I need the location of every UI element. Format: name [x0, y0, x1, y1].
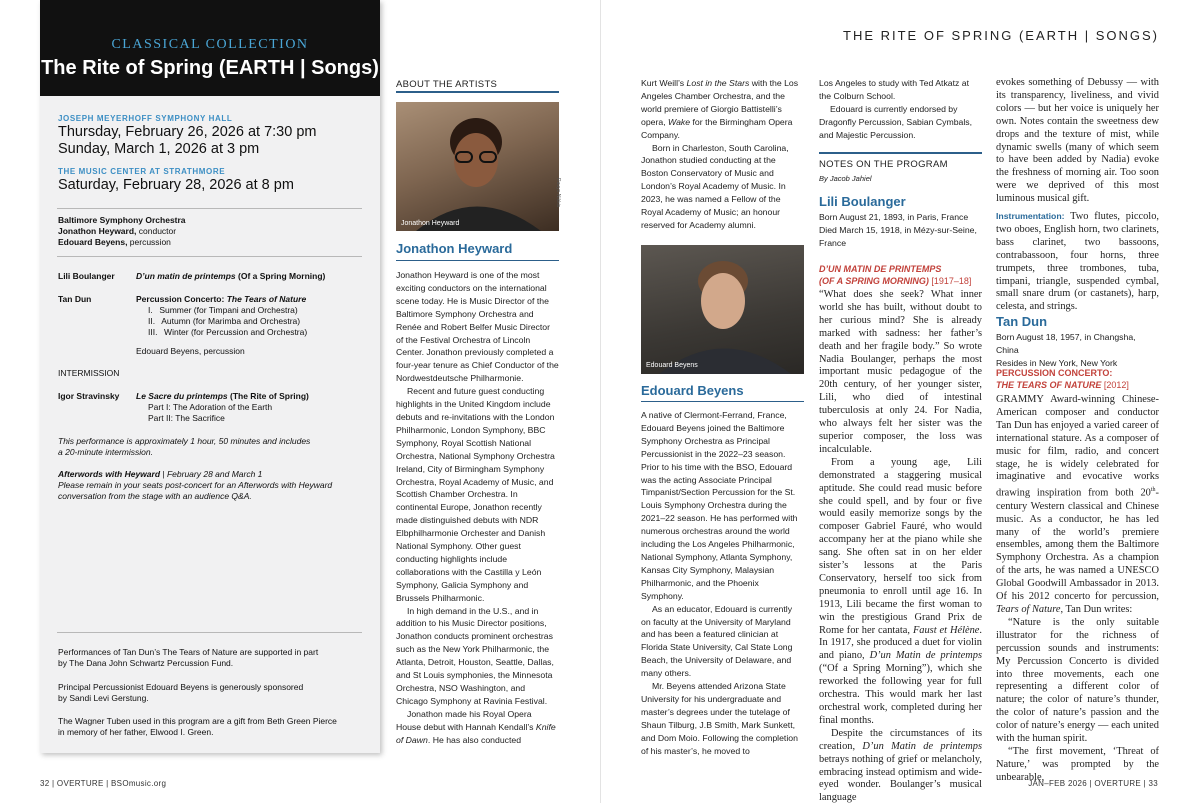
piece-title: PERCUSSION CONCERTO: — [996, 368, 1113, 378]
page-gutter — [600, 0, 601, 803]
bio-paragraph: Born in Charleston, South Carolina, Jonathon studied conducting at the Boston Conservatory of Music and London’s Royal Academy of Music. In 2023, he was named a Fellow of the Royal Academy of Music; an honour reserved for Academy alumni. — [641, 142, 789, 230]
work-tan-dun — [136, 294, 306, 306]
notes-tan-dun — [996, 394, 1159, 785]
notes-paragraph: evokes something of Debussy — with its transparency, liveliness, and vivid colors — but her voice is uniquely her own. Notes contain the sweetness dew drops and the texture of mist, while dynamic swells (many of which seem to have been added by Nadia) evoke the freshness of morning air. Too soon were we deprived of this most luminous musical gift. — [996, 77, 1159, 205]
bio-beyens — [641, 409, 804, 757]
composer-stravinsky: Igor Stravinsky — [58, 391, 120, 401]
running-head: THE RITE OF SPRING (EARTH | SONGS) — [843, 28, 1159, 43]
bio-paragraph: Recent and future guest conducting highlights in the United Kingdom include debuts and re-invitations with the London Philharmonic, London Symphony, BBC Symphony, Royal Scottish National Orchestra, National Symphony Orchestra Ireland, City of Birmingham Symphony Orchestra, Royal Academy of Music, and Scottish Chamber Orchestra. In continental Europe, Jonathon recently made distinguished debuts with NDR Elbphilharmonie Orchester and Danish National Symphony. Other guest conducting highlights include collaborations with the Castilla y León Symphony, Galicia Symphony and Brussels Philharmonic. — [396, 386, 555, 603]
bio-paragraph: Los Angeles to study with Ted Atkatz at the Colburn School. — [819, 78, 970, 101]
bio-paragraph: Jonathon Heyward is one of the most exciting conductors on the international scene today. He is Music Director of the Baltimore Symphony Orchestra and Renée and Robert Belfer Music Director of the Festival Orchestra of Lincoln Center. Jonathon previously completed a four-year tenure as Chief Conductor of the Nordwestdeutsche Philharmonie. — [396, 270, 559, 384]
piece-years: [2012] — [1101, 380, 1129, 390]
work-tan-dun-title: The Tears of Nature — [226, 294, 307, 304]
series-label: CLASSICAL COLLECTION — [111, 37, 309, 52]
instrumentation-text — [996, 210, 1159, 314]
died-line: Died March 15, 1918, in Mézy-sur-Seine, France — [819, 224, 977, 248]
program-panel — [40, 0, 380, 753]
notes-text: . In 1917, she produced a duet for violin and piano, — [819, 624, 982, 662]
support-note: by Sandi Levi Gerstung. — [58, 693, 149, 703]
section-about-artists: ABOUT THE ARTISTS — [396, 79, 498, 90]
movement-item: III. Winter (for Percussion and Orchestra) — [148, 327, 308, 337]
notes-paragraph — [819, 728, 982, 805]
composer-heading-tan-dun: Tan Dun — [996, 314, 1048, 329]
folio-left: 32 | OVERTURE | BSOmusic.org — [40, 779, 167, 788]
venue-meyerhoff: JOSEPH MEYERHOFF SYMPHONY HALL — [58, 114, 233, 123]
work-tan-dun-soloist: Edouard Beyens, percussion — [136, 346, 245, 356]
bio-italic: Lost in the Stars — [686, 78, 750, 88]
date-thursday: Thursday, February 26, 2026 at 7:30 pm — [58, 124, 317, 140]
work-stravinsky — [136, 391, 309, 403]
section-notes: NOTES ON THE PROGRAM — [819, 159, 948, 170]
photo-beyens — [641, 245, 804, 374]
resides-line: Resides in New York, New York — [996, 357, 1118, 368]
section-rule — [396, 91, 559, 93]
notes-text: Despite the circumstances of its creation, — [819, 727, 982, 752]
notes-italic: D’un Matin de printemps — [862, 740, 982, 752]
composer-tan-dun: Tan Dun — [58, 294, 92, 304]
soloist-credit — [58, 237, 171, 249]
afterwords-title: Afterwords with Heyward — [58, 469, 161, 479]
work-stravinsky-title: Le Sacre du printemps — [136, 391, 228, 401]
bio-paragraph: In high demand in the U.S., and in addition to his Music Director positions, Jonathon conducts prominent orchestras such as the New York Philharmonic, the Atlanta, Detroit, Houston, Seattle, Dallas, and St Louis symphonies, the Minnesota Orchestra, NSO Washington, and Chicago Symphony at Ravinia Festival. — [396, 605, 554, 706]
piece-title-line2 — [996, 379, 1159, 391]
folio-right: JAN–FEB 2026 | OVERTURE | 33 — [1028, 779, 1158, 788]
bio-beyens-cont — [819, 77, 982, 142]
composer-heading-boulanger: Lili Boulanger — [819, 194, 906, 209]
piece-heading-boulanger — [819, 263, 984, 287]
work-boulanger-title: D’un matin de printemps — [136, 271, 236, 281]
notes-paragraph: “What does she seek? What inner world she has built, without doubt to her curious mind? She is already marked with sadness: her father’s death and her fragile body.” So wrote Nadia Boulanger, perhaps the most important music pedagogue of the 20th century, of her younger sister, Lili, who died of intestinal tuberculosis at only 24. For Nadia, who always felt her sister was the superior composer, the loss was incalculable. — [819, 289, 982, 455]
afterwords-heading — [58, 469, 262, 481]
date-saturday: Saturday, February 28, 2026 at 8 pm — [58, 177, 294, 193]
afterwords-dates: | February 28 and March 1 — [160, 469, 263, 479]
bio-paragraph: Mr. Beyens attended Arizona State University for his undergraduate and master’s degrees under the tutelage of Shaun Tilburg, J.B Smith, Mark Sunkett, and Dom Moio. Following the completion of his master’s, he moved to — [641, 681, 798, 756]
afterwords-text: Please remain in your seats post-concert for an Afterwords with Heyward — [58, 480, 333, 490]
notes-paragraph: “The first movement, ‘Threat of Nature,’ was prompted by the unbearable, — [996, 745, 1159, 783]
notes-text: (“Of a Spring Morning”), which she reworked the following year for full orchestra. This would mark her last orchestral work, completed during her final months. — [819, 663, 982, 726]
notes-paragraph — [996, 394, 1159, 617]
work-stravinsky-sub: (The Rite of Spring) — [227, 391, 309, 401]
support-note: The Wagner Tuben used in this program are a gift from Beth Green Pierce — [58, 716, 337, 726]
duration-note: a 20-minute intermission. — [58, 447, 153, 457]
rule — [396, 260, 559, 261]
part-item: Part II: The Sacrifice — [148, 413, 225, 423]
notes-italic: Tears of Nature — [996, 603, 1061, 615]
date-sunday: Sunday, March 1, 2026 at 3 pm — [58, 141, 260, 157]
notes-boulanger — [819, 289, 982, 805]
conductor-credit — [58, 226, 176, 238]
divider — [57, 208, 362, 209]
support-note: Principal Percussionist Edouard Beyens is generously sponsored — [58, 682, 304, 692]
notes-italic: Faust et Hélène — [912, 624, 980, 636]
bio-text: with the Los Angeles Chamber Orchestra, and the world premiere of Giorgio Battistelli’s opera, — [641, 78, 799, 127]
movement-item: II. Autumn (for Marimba and Orchestra) — [148, 316, 301, 326]
conductor-name: Jonathon Heyward, — [58, 226, 137, 236]
work-boulanger-sub: (Of a Spring Morning) — [235, 271, 326, 281]
photo-credit: Rauyo Nikkis — [555, 178, 561, 208]
bio-text: Jonathon made his Royal Opera House debut with Hannah Kendall’s — [396, 708, 536, 732]
notes-byline: By Jacob Jahiel — [819, 174, 872, 183]
soloist-name: Edouard Beyens, — [58, 237, 128, 247]
bio-paragraph — [396, 708, 559, 747]
concert-title: The Rite of Spring (EARTH | Songs) — [41, 57, 379, 79]
bio-italic: Knife of Dawn — [396, 721, 556, 745]
notes-paragraph — [819, 457, 982, 728]
photo-caption-beyens: Edouard Beyens — [646, 362, 698, 369]
divider — [57, 256, 362, 257]
bio-paragraph: Edouard is currently endorsed by Dragonfly Percussion, Sabian Cymbals, and Majestic Percussion. — [819, 103, 973, 140]
venue-strathmore: THE MUSIC CENTER AT STRATHMORE — [58, 167, 226, 176]
part-item: Part I: The Adoration of the Earth — [148, 402, 273, 412]
piece-title-line2 — [819, 275, 984, 287]
orchestra-name: Baltimore Symphony Orchestra — [58, 215, 186, 225]
bio-text: . He has also conducted — [427, 734, 522, 745]
instrumentation-list: Two flutes, piccolo, two oboes, English horn, two clarinets, bass clarinet, two bassoons, contrabassoon, four horns, three trumpets, three trombones, tuba, timpani, triangle, suspended cymbal, small snare drum (or castanets), harp, celesta, and strings. — [996, 211, 1159, 313]
movement-item: I. Summer (for Timpani and Orchestra) — [148, 305, 298, 315]
piece-title: THE TEARS OF NATURE — [996, 380, 1102, 390]
artist-name-heyward: Jonathon Heyward — [396, 241, 513, 256]
bio-text: for the Birmingham Opera Company. — [641, 116, 793, 140]
conductor-role: conductor — [136, 226, 177, 236]
bio-italic: Wake — [668, 116, 691, 127]
work-boulanger — [136, 271, 325, 283]
composer-dates-boulanger — [819, 211, 982, 250]
support-note: in memory of her father, Elwood I. Green. — [58, 727, 214, 737]
piece-years: [1917–18] — [928, 276, 972, 286]
bio-paragraph: As an educator, Edouard is currently on faculty at the University of Maryland and has been a featured clinician at Florida State University, Cal State Long Beach, the University of Delaware, and many others. — [641, 603, 793, 679]
bio-heyward-cont — [641, 77, 804, 232]
notes-text: -century Western classical and Chinese music. As a conductor, he has led many of the world’s premiere ensembles, among them the Baltimore Symphony Orchestra. As a champion of the arts, he was named a UNESCO Global Goodwill Ambassador in 2013. Of his 2012 concerto for percussion, — [996, 487, 1159, 603]
notes-italic: D’un Matin de printemps — [869, 650, 982, 662]
composer-dates-tan-dun — [996, 331, 1159, 370]
afterwords-text: conversation from the stage with an audience Q&A. — [58, 491, 252, 501]
work-tan-dun-pre: Percussion Concerto: — [136, 294, 227, 304]
portrait-silhouette — [641, 245, 804, 374]
piece-title: (OF A SPRING MORNING) — [819, 276, 929, 286]
composer-boulanger: Lili Boulanger — [58, 271, 115, 281]
photo-caption-heyward: Jonathon Heyward — [401, 220, 460, 227]
instrumentation-label: Instrumentation: — [996, 211, 1065, 221]
notes-boulanger-cont — [996, 77, 1159, 206]
born-line: Born August 18, 1957, in Changsha, China — [996, 332, 1136, 355]
intermission-label: INTERMISSION — [58, 368, 120, 378]
photo-heyward — [396, 102, 559, 231]
soloist-role: percussion — [127, 237, 171, 247]
born-line: Born August 21, 1893, in Paris, France — [819, 212, 969, 222]
bio-heyward — [396, 269, 559, 747]
notes-paragraph: “Nature is the only suitable illustrator for the richness of percussion sounds and instruments: My Percussion Concerto is divided into three movements, each one representing a different color of nature; the color of nature’s thunder, the color of nature’s passion and the color of nature’s energy — each united with the human spirit. — [996, 616, 1159, 745]
support-note: by The Dana John Schwartz Percussion Fund. — [58, 658, 234, 668]
notes-text: betrays nothing of grief or melancholy, embracing instead optimism and wide-eyed wonder. Boulanger’s musical language — [819, 753, 982, 804]
divider — [57, 632, 362, 633]
notes-text: GRAMMY Award-winning Chinese-American composer and conductor Tan Dun has enjoyed a varied career of international stature. As a composer of music for film, radio, and concert stage, he is widely celebrated for imaginative and evocative works drawing inspiration from both 20 — [996, 394, 1159, 499]
notes-sup: th — [1150, 487, 1156, 494]
artist-name-beyens: Edouard Beyens — [641, 383, 744, 398]
bio-paragraph — [641, 77, 804, 142]
rule — [641, 401, 804, 402]
support-note: Performances of Tan Dun’s The Tears of Nature are supported in part — [58, 647, 319, 657]
duration-note: This performance is approximately 1 hour, 50 minutes and includes — [58, 436, 311, 446]
portrait-silhouette — [396, 102, 559, 231]
notes-text: , Tan Dun writes: — [1060, 603, 1133, 615]
piece-heading-tan-dun — [996, 367, 1159, 391]
bio-text: Kurt Weill’s — [641, 78, 687, 88]
bio-paragraph: A native of Clermont-Ferrand, France, Edouard Beyens joined the Baltimore Symphony Orchestra as Principal Percussionist in the 2022–23 season. Prior to his time with the BSO, Edouard was the acting Associate Principal Timpanist/Section Percussion for the St. Louis Symphony Orchestra during the 2021–22 season. He has performed with numerous orchestras around the world including the Los Angeles Philharmonic, National Symphony, Atlanta Symphony, Kansas City Symphony, Malaysian Philharmonic, and the Phoenix Symphony. — [641, 410, 798, 601]
piece-title: D’UN MATIN DE PRINTEMPS — [819, 264, 942, 274]
instrumentation — [996, 210, 1159, 314]
section-rule — [819, 152, 982, 154]
notes-text: From a young age, Lili demonstrated a staggering musical aptitude. She could read music before she could spell, and by four or five would easily memorize songs by the composer Gabriel Fauré, who would accompany her at the piano while she sang. She often sat in on her elder sister’s lessons at the Paris Conservatory, herself too sick from pneumonia to enroll until age 16. In 1913, Lili became the first woman to win the prestigious Grand Prix de Rome for her cantata, — [819, 456, 982, 636]
